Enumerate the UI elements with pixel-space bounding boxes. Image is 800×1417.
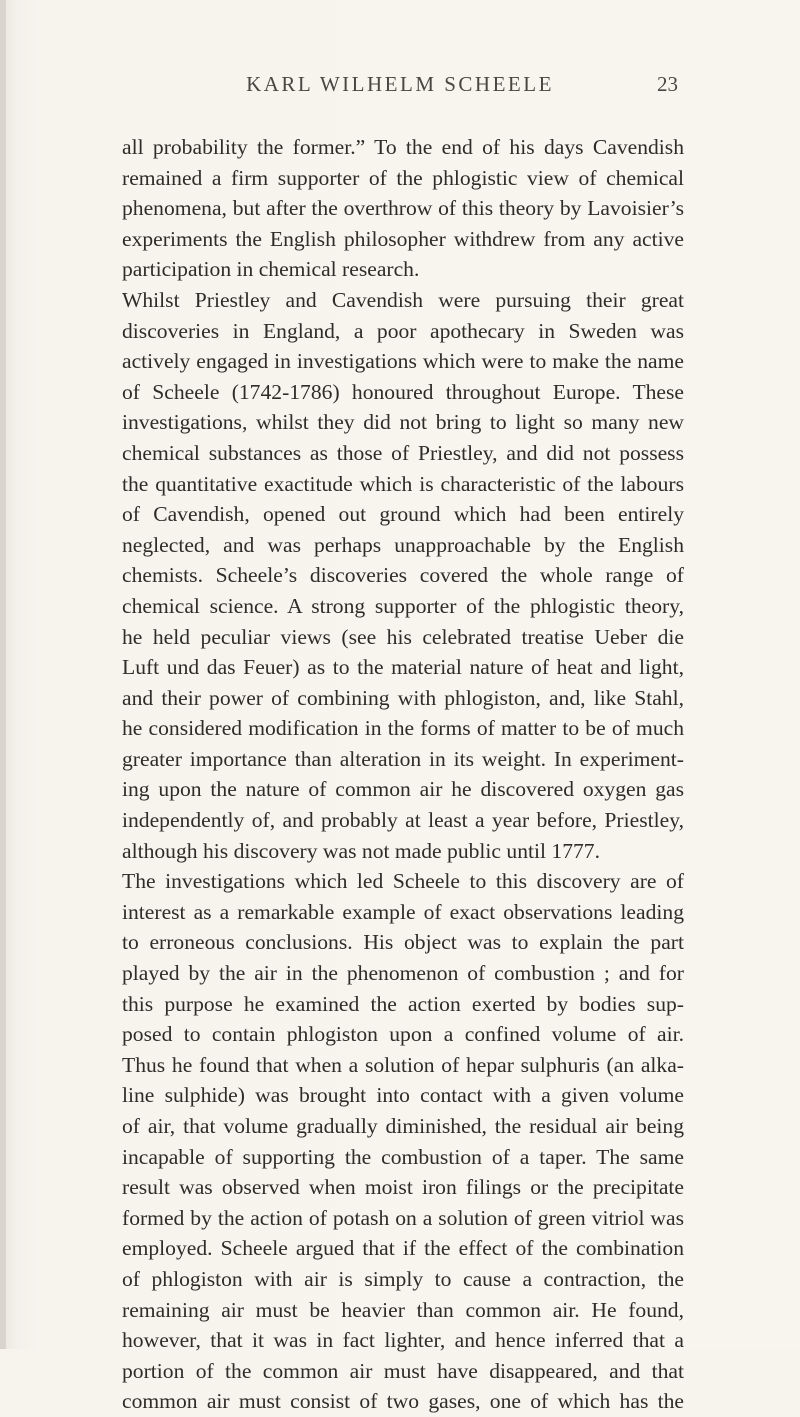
text-line: of air, that volume gradually diminished, the residual air being [122, 1114, 684, 1138]
text-line: formed by the action of potash on a solution of green vitriol was [122, 1205, 684, 1230]
running-head [0, 72, 800, 102]
binding-edge [0, 0, 6, 1349]
text-line: The investigations which led Scheele to this discovery are of [122, 869, 684, 894]
text-line: however, that it was in fact lighter, and hence inferred that a [122, 1328, 684, 1353]
text-line: the quantitative exactitude which is characteristic of the labours [122, 471, 684, 496]
text-line: common air must consist of two gases, one of which has the [122, 1389, 684, 1414]
text-line: line sulphide) was brought into contact with a given volume [122, 1083, 684, 1108]
text-line: Thus he found that when a solution of hepar sulphuris (an alka- [122, 1052, 684, 1077]
text-line: although his discovery was not made public until 1777. [122, 838, 600, 863]
text-line: remaining air must be heavier than common air. He found, [122, 1297, 684, 1322]
text-line: incapable of supporting the combustion of a taper. The same [122, 1144, 684, 1169]
text-line: chemical science. A strong supporter of the phlogistic theory, [122, 593, 684, 618]
text-line: posed to contain phlogiston upon a confined volume of air. [122, 1022, 684, 1047]
text-line: to erroneous conclusions. His object was to explain the part [122, 930, 684, 955]
text-line: experiments the English philosopher withdrew from any active [122, 226, 684, 251]
text-line: he considered modification in the forms of matter to be of much [122, 716, 684, 741]
text-line: and their power of combining with phlogiston, and, like Stahl, [122, 685, 684, 710]
text-line: remained a firm supporter of the phlogistic view of chemical [122, 165, 684, 190]
text-line: interest as a remarkable example of exact observations leading [122, 899, 684, 924]
running-title: KARL WILHELM SCHEELE [246, 72, 554, 96]
text-line: independently of, and probably at least a year before, Priestley, [122, 808, 684, 833]
text-line: investigations, whilst they did not bring to light so many new [122, 410, 684, 435]
text-line: chemical substances as those of Priestley, and did not possess [122, 440, 684, 465]
text-line: greater importance than alteration in its weight. In experiment- [122, 746, 684, 771]
page-number: 23 [657, 72, 678, 96]
text-line: neglected, and was perhaps unapproachable by the English [122, 532, 684, 557]
text-line: he held peculiar views (see his celebrated treatise Ueber die [122, 624, 684, 649]
text-line: participation in chemical research. [122, 257, 420, 282]
text-line: this purpose he examined the action exerted by bodies sup- [122, 991, 684, 1016]
text-line: portion of the common air must have disappeared, and that [122, 1358, 684, 1383]
text-line: employed. Scheele argued that if the effect of the combination [122, 1236, 684, 1261]
text-line: result was observed when moist iron filings or the precipitate [122, 1175, 684, 1200]
text-line: phenomena, but after the overthrow of this theory by Lavoisier’s [122, 196, 684, 221]
text-line: discoveries in England, a poor apothecary in Sweden was [122, 318, 684, 343]
text-line: all probability the former.” To the end of his days Cavendish [122, 135, 684, 159]
text-line: ing upon the nature of common air he discovered oxygen gas [122, 777, 684, 802]
text-line: of Cavendish, opened out ground which had been entirely [122, 502, 684, 527]
text-line: chemists. Scheele’s discoveries covered the whole range of [122, 563, 684, 588]
body-text [122, 132, 684, 1417]
text-line: played by the air in the phenomenon of combustion ; and for [122, 961, 684, 986]
text-line: actively engaged in investigations which were to make the name [122, 349, 684, 374]
text-line: Luft und das Feuer) as to the material nature of heat and light, [122, 655, 684, 680]
text-line: Whilst Priestley and Cavendish were pursuing their great [122, 287, 684, 312]
text-line: of Scheele (1742-1786) honoured throughout Europe. These [122, 379, 684, 404]
text-line: of phlogiston with air is simply to cause a contraction, the [122, 1266, 684, 1291]
